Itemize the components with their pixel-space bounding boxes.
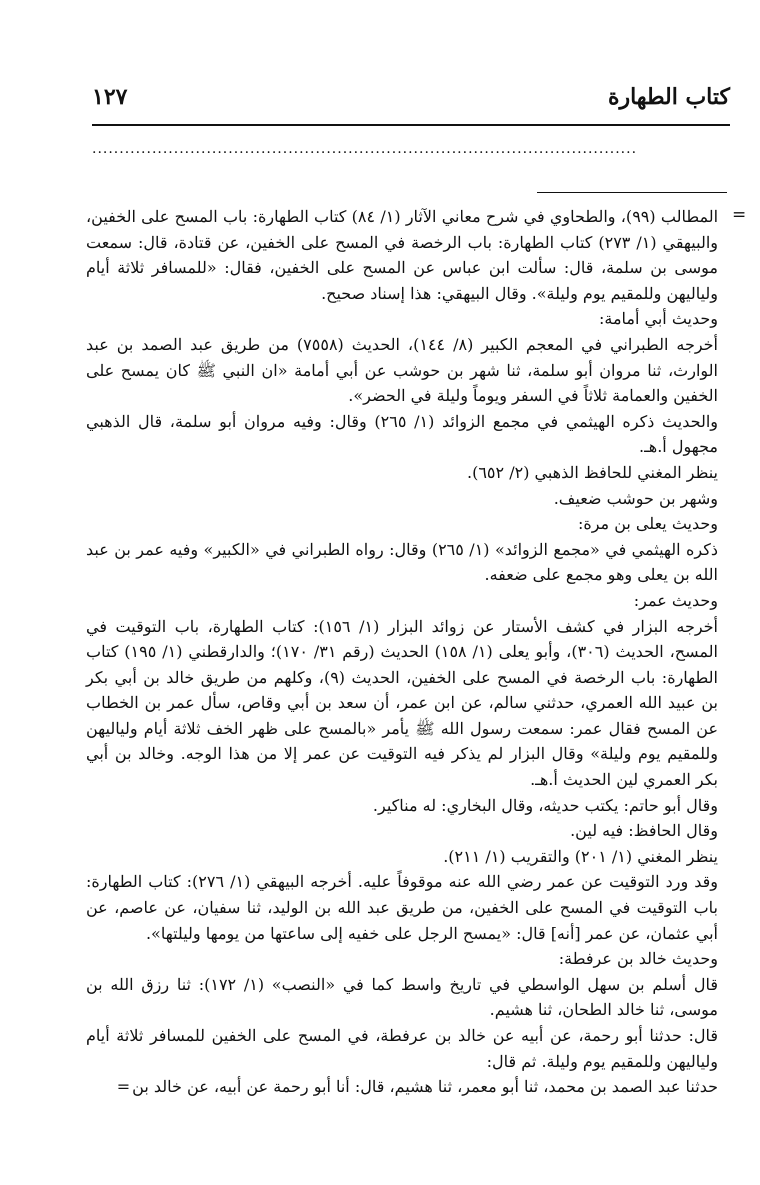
page-number: ١٢٧ [92, 84, 128, 110]
footnote-continuation-start-mark: = [732, 205, 747, 225]
footnote-paragraph: وحديث عمر: [633, 590, 718, 610]
footnote-paragraph: وشهر بن حوشب ضعيف. [553, 488, 718, 508]
dotted-separator: .................................................................................................... [92, 141, 638, 157]
footnote-paragraph: والحديث ذكره الهيثمي في مجمع الزوائد (١/ ٢٦٥) وقال: وفيه مروان أبو سلمة، قال الذهبي مجهول أ.هـ. [86, 411, 718, 457]
footnote-paragraph: قال أسلم بن سهل الواسطي في تاريخ واسط كما في «النصب» (١/ ١٧٢): ثنا رزق الله بن موسى، ثنا خالد الطحان، ثنا هشيم. [86, 974, 718, 1020]
footnote-continuation-end-mark: = [116, 1077, 131, 1097]
chapter-title: كتاب الطهارة [607, 84, 730, 110]
footnote-paragraph: ذكره الهيثمي في «مجمع الزوائد» (١/ ٢٦٥) وقال: رواه الطبراني في «الكبير» وفيه عمر بن عبد الله بن يعلى وهو مجمع على ضعفه. [86, 539, 718, 585]
footnote-paragraph: قال: حدثنا أبو رحمة، عن أبيه عن خالد بن عرفطة، في المسح على الخفين للمسافر ثلاثة أيام ولياليهن وللمقيم يوم وليلة. ثم قال: [86, 1026, 718, 1071]
footnote-paragraph: وقد ورد التوقيت عن عمر رضي الله عنه موقوفاً عليه. أخرجه البيهقي (١/ ٢٧٦): كتاب الطهارة: باب التوقيت في المسح على الخفين، من طريق عبد الله بن الوليد، ثنا سفيان، عن عاصم، عن أبي عثمان، عن عمر [أنه] قال: «يمسح الرجل على خفيه إلى ساعتها من يومها وليلتها». [86, 872, 718, 943]
footnote-rule [537, 192, 727, 193]
footnote-paragraph: وحديث خالد بن عرفطة: [558, 949, 718, 969]
footnote-paragraph: ينظر المغني للحافظ الذهبي (٢/ ٦٥٢). [467, 462, 718, 482]
footnote-paragraph: المطالب (٩٩)، والطحاوي في شرح معاني الآثار (١/ ٨٤) كتاب الطهارة: باب المسح على الخفين، والبيهقي (١/ ٢٧٣) كتاب الطهارة: باب الرخصة في المسح على الخفين، عن قتادة، قال: سمعت موسى بن سلمة، قال: سألت ابن عباس عن المسح على الخفين، فقال: «للمسافر ثلاثة أيام ولياليهن وللمقيم يوم وليلة». وقال البيهقي: هذا إسناد صحيح. [86, 207, 719, 303]
footnote-body [86, 204, 718, 1100]
footnote-paragraph: وحديث يعلى بن مرة: [577, 514, 718, 534]
header-rule [92, 124, 730, 126]
footnote-paragraph-last [86, 1074, 718, 1100]
footnote-paragraph: أخرجه الطبراني في المعجم الكبير (٨/ ١٤٤)، الحديث (٧٥٥٨) من طريق عبد الصمد بن عبد الوارث، ثنا مروان أبو سلمة، ثنا شهر بن حوشب عن أبي أمامة «ان النبي ﷺ كان يمسح على الخفين والعمامة ثلاثاً في السفر ويوماً وليلة في الحضر». [86, 334, 719, 406]
footnote-paragraph: وقال أبو حاتم: يكتب حديثه، وقال البخاري: له مناكير. [372, 795, 718, 815]
footnote-paragraph: أخرجه البزار في كشف الأستار عن زوائد البزار (١/ ١٥٦): كتاب الطهارة، باب التوقيت في المسح، الحديث (٣٠٦)، وأبو يعلى (١/ ١٥٨) الحديث (رقم ٣١/ ١٧٠)؛ والدارقطني (١/ ١٩٥) كتاب الطهارة: باب الرخصة في المسح على الخفين، الحديث (٩)، وكلهم من طريق خالد بن أبي بكر بن عبيد الله العمري، حدثني سالم، عن ابن عمر، أن سعد بن أبي وقاص، سأل عمر بن الخطاب عن المسح فقال عمر: سمعت رسول الله ﷺ يأمر «بالمسح على ظهر الخف ثلاثة أيام ولياليهن وللمقيم يوم وليلة» وقال البزار لم يذكر فيه التوقيت عن عمر إلا من هذا الوجه. وخالد بن أبي بكر العمري لين الحديث أ.هـ. [86, 616, 718, 790]
footnote-paragraph: وقال الحافظ: فيه لين. [570, 821, 718, 841]
footnote-last-text: حدثنا عبد الصمد بن محمد، ثنا أبو معمر، ثنا هشيم، قال: أنا أبو رحمة عن أبيه، عن خالد بن [132, 1077, 718, 1097]
footnote-paragraph: وحديث أبي أمامة: [598, 309, 718, 329]
running-head [92, 84, 730, 120]
footnote-paragraph: ينظر المغني (١/ ٢٠١) والتقريب (١/ ٢١١). [443, 846, 718, 866]
